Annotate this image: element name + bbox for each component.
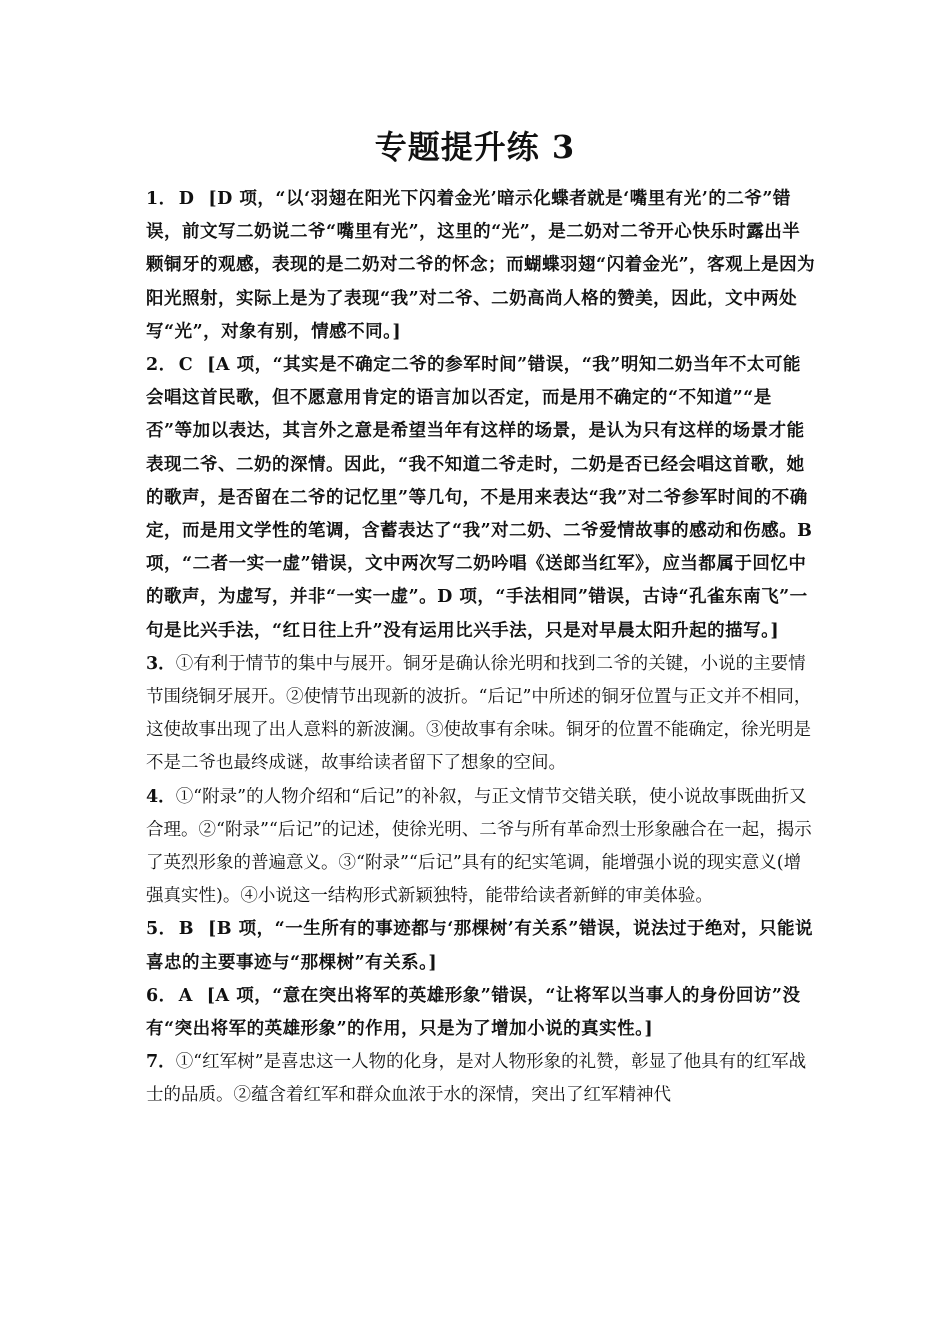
item-text: ①“红军树”是喜忠这一人物的化身，是对人物形象的礼赞，彰显了他具有的红军战士的品质。②蕴含着红军和群众血浓于水的深情，突出了红军精神代: [146, 1052, 807, 1106]
item-answer: A: [178, 985, 193, 1006]
item-answer: B: [178, 919, 194, 940]
answer-item-6: [146, 980, 818, 1046]
answer-item-3: [146, 648, 818, 781]
item-text: [A 项，“意在突出将军的英雄形象”错误，“让将军以当事人的身份回访”没有“突出将军的英雄形象”的作用，只是为了增加小说的真实性。]: [146, 985, 801, 1040]
item-number: 4．: [146, 786, 176, 807]
item-answer: D: [178, 189, 195, 209]
item-text: [D 项，“以‘羽翅在阳光下闪着金光’暗示化蝶者就是‘嘴里有光’的二爷”错误，前文写二奶说二爷“嘴里有光”，这里的“光”，是二奶对二爷开心快乐时露出半颗铜牙的观感，表现的是二奶对二爷的怀念；而蝴蝶羽翅“闪着金光”，客观上是因为阳光照射，实际上是为了表现“我”对二爷、二奶高尚人格的赞美，因此，文中两处写“光”，对象有别，情感不同。]: [146, 189, 816, 342]
answer-item-4: [146, 781, 818, 914]
item-number: 3．: [146, 653, 176, 674]
item-answer: C: [178, 355, 194, 376]
item-text: [A 项，“其实是不确定二爷的参军时间”错误，“我”明知二奶当年不太可能会唱这首民歌，但不愿意用肯定的语言加以否定，而是用不确定的“不知道”“是否”等加以表达，其言外之意是希望当年有这样的场景，是认为只有这样的场景才能表现二爷、二奶的深情。因此，“我不知道二爷走时，二奶是否已经会唱这首歌，她的歌声，是否留在二爷的记忆里”等几句，不是用来表达“我”对二爷参军时间的不确定，而是用文学性的笔调，含蓄表达了“我”对二奶、二爷爱情故事的感动和伤感。B 项，“二者一实一虚”错误，文中两次写二奶吟唱《送郎当红军》，应当都属于回忆中的歌声，为虚写，并非“一实一虚”。D 项，“手法相同”错误，古诗“孔雀东南飞”一句是比兴手法，“红日往上升”没有运用比兴手法，只是对早晨太阳升起的描写。]: [146, 355, 813, 641]
item-number: 2．: [146, 355, 177, 376]
answer-item-1: [146, 183, 818, 349]
item-number: 7．: [146, 1052, 176, 1073]
item-text: [B 项，“一生所有的事迹都与‘那棵树’有关系”错误，说法过于绝对，只能说喜忠的主要事迹与“那棵树”有关系。]: [146, 919, 813, 973]
item-number: 1．: [146, 189, 177, 209]
answer-item-7: [146, 1046, 818, 1112]
item-number: 5．: [146, 919, 177, 940]
item-text: ①有利于情节的集中与展开。铜牙是确认徐光明和找到二爷的关键，小说的主要情节围绕铜牙展开。②使情节出现新的波折。“后记”中所述的铜牙位置与正文并不相同，这使故事出现了出人意料的新波澜。③使故事有余味。铜牙的位置不能确定，徐光明是不是二爷也最终成谜，故事给读者留下了想象的空间。: [146, 653, 812, 774]
answer-list: [146, 183, 818, 1113]
page-title: 专题提升练 3: [374, 128, 576, 166]
item-text: ①“附录”的人物介绍和“后记”的补叙，与正文情节交错关联，使小说故事既曲折又合理。②“附录”“后记”的记述，使徐光明、二爷与所有革命烈士形象融合在一起，揭示了英烈形象的普遍意义。③“附录”“后记”具有的纪实笔调，能增强小说的现实意义(增强真实性)。④小说这一结构形式新颖独特，能带给读者新鲜的审美体验。: [146, 786, 812, 907]
item-number: 6．: [146, 985, 177, 1006]
answer-item-5: [146, 913, 818, 979]
answer-item-2: [146, 349, 818, 648]
